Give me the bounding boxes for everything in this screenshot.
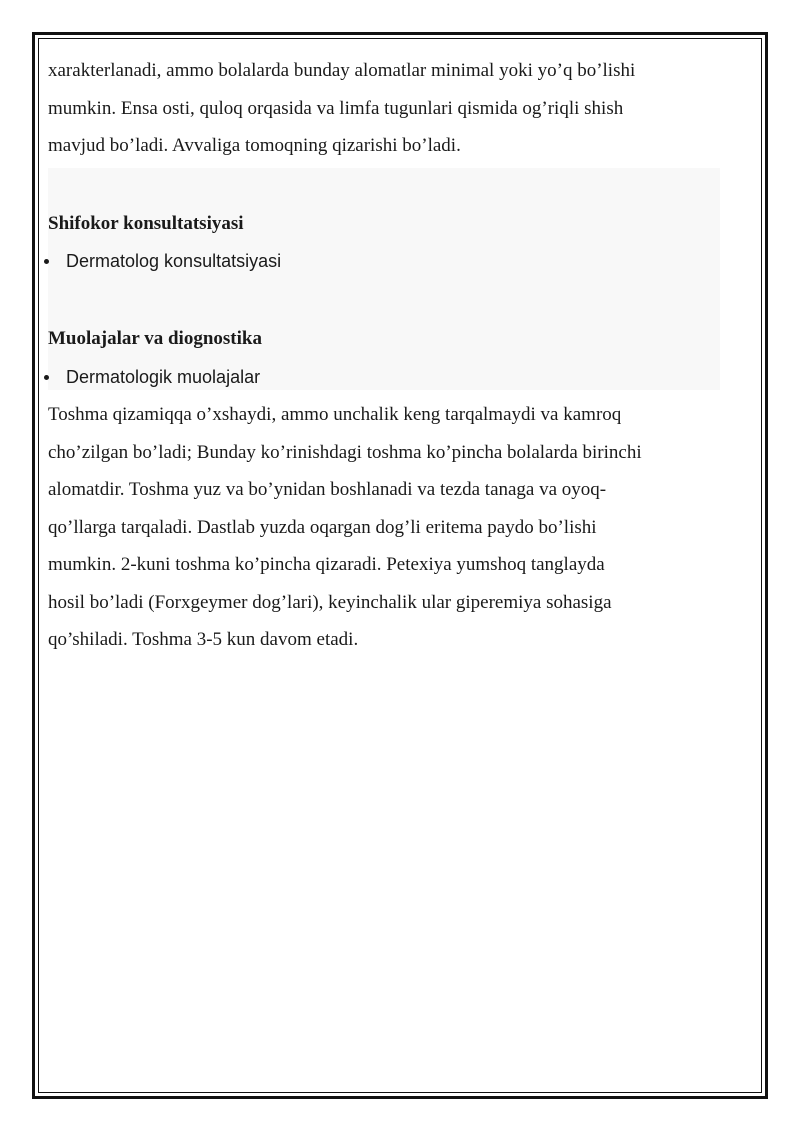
- rash-line: cho’zilgan bo’ladi; Bunday ko’rinishdagi toshma ko’pincha bolalarda birinchi: [48, 441, 642, 463]
- rash-line: hosil bo’ladi (Forxgeymer dog’lari), keyinchalik ular giperemiya sohasiga: [48, 591, 612, 613]
- list-item: [44, 366, 260, 388]
- list-item-label: Dermatolog konsultatsiyasi: [66, 251, 282, 271]
- rash-line: qo’llarga tarqaladi. Dastlab yuzda oqargan dog’li eritema paydo bo’lishi: [48, 516, 597, 538]
- rash-line: alomatdir. Toshma yuz va bo’ynidan boshlanadi va tezda tanaga va oyoq-: [48, 479, 607, 500]
- rash-line: qo’shiladi. Toshma 3-5 kun davom etadi.: [48, 629, 359, 650]
- intro-paragraph: [48, 52, 728, 165]
- rash-line: mumkin. 2-kuni toshma ko’pincha qizaradi. Petexiya yumshoq tanglayda: [48, 554, 605, 575]
- rash-line: Toshma qizamiqqa o’xshaydi, ammo unchalik keng tarqalmaydi va kamroq: [48, 404, 622, 425]
- bullet-icon: [44, 375, 49, 380]
- highlight-panel: [48, 168, 720, 390]
- section-heading-procedures: Muolajalar va diognostika: [48, 328, 262, 349]
- list-item: [44, 250, 281, 272]
- section-heading-consultation: Shifokor konsultatsiyasi: [48, 213, 244, 234]
- bullet-icon: [44, 259, 49, 264]
- intro-line: mavjud bo’ladi. Avvaliga tomoqning qizarishi bo’ladi.: [48, 135, 461, 156]
- intro-line: mumkin. Ensa osti, quloq orqasida va limfa tugunlari qismida og’riqli shish: [48, 97, 624, 119]
- rash-paragraph: [48, 396, 748, 659]
- list-item-label: Dermatologik muolajalar: [66, 367, 261, 387]
- intro-line: xarakterlanadi, ammo bolalarda bunday alomatlar minimal yoki yo’q bo’lishi: [48, 60, 636, 81]
